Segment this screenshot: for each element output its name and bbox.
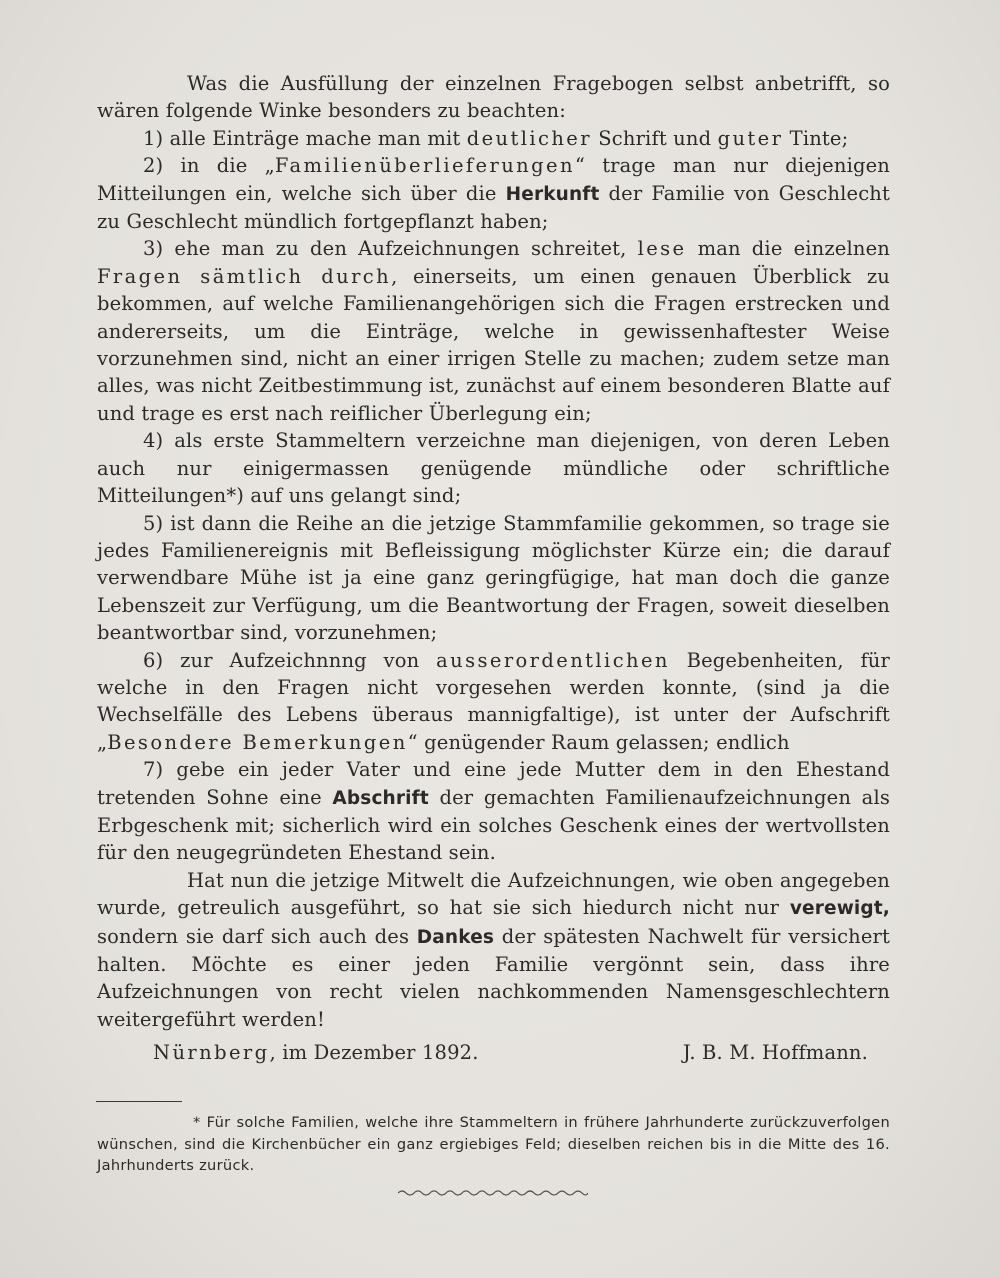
closing-text-end: der spätesten Nachwelt für versichert halten. Möchte es einer jeden Familie vergönnt sein, dass ihre Aufzeichnungen von recht vielen nachkommenden Namensgeschlechtern weitergeführt werden!: [97, 924, 890, 1031]
item-6-emphasis: ausserordentlichen: [436, 648, 670, 672]
item-6-text-middle: Begebenheiten, für welche in den Fragen nicht vorgesehen werden konnte, (sind ja die Wechselfälle des Lebens überaus mannigfaltige), ist unter der Aufschrift „: [97, 648, 890, 754]
list-item-4: 4) als erste Stammeltern verzeichne man diejenigen, von deren Leben auch nur einigermassen genügende mündliche oder schriftliche Mitteilungen*) auf uns gelangt sind;: [97, 429, 890, 508]
closing-bold-2: Dankes: [416, 926, 495, 948]
ornament-squiggle: [398, 1188, 588, 1198]
footnote: * Für solche Familien, welche ihre Stammeltern in frühere Jahrhunderte zurückzuverfolgen wünschen, sind die Kirchenbücher ein ganz ergiebiges Feld; dieselben reichen bis in die Mitte des 16. Jahrhunderts zurück.: [97, 1114, 890, 1174]
place-date: [153, 1039, 479, 1066]
list-item-6: [97, 647, 890, 757]
closing-bold-1: verewigt,: [789, 898, 890, 920]
closing-text-middle: sondern sie darf sich auch des: [97, 924, 417, 948]
date-text: , im Dezember 1892.: [269, 1041, 479, 1065]
item-3-emphasis-2: Fragen sämtlich durch: [97, 264, 392, 288]
intro-paragraph: [97, 70, 890, 125]
item-3-text-middle: man die einzelnen: [686, 237, 890, 261]
item-3-text-end: , einerseits, um einen genauen Überblick zu bekommen, auf welche Familienangehörigen sich die Fragen erstrecken und andererseits, um die Einträge, welche in gewissenhaftester Weise vorzunehmen sind, nicht an einer irrigen Stelle zu machen; zudem setze man alles, was nicht Zeitbestimmung ist, zunächst auf einem besonderen Blatte auf und trage es erst nach reiflicher Überlegung ein;: [97, 264, 890, 425]
item-2-text: 2) in die „: [143, 154, 275, 178]
item-6-text: 6) zur Aufzeichnnng von: [143, 648, 437, 672]
item-7-text-end: der gemachten Familienaufzeichnungen als Erbgeschenk mit; sicherlich wird ein solches Geschenk eines der wertvollsten für den neugegründeten Ehestand sein.: [97, 785, 890, 865]
item-1-text: 1) alle Einträge mache man mit: [143, 126, 467, 150]
body-text: [97, 70, 890, 1067]
item-2-bold: Herkunft: [505, 183, 600, 205]
intro-line-1: Was die Ausfüllung der einzelnen Fragebogen selbst anbetrifft,: [187, 72, 857, 95]
item-6-emphasis-2: Besondere Bemerkungen: [107, 730, 408, 754]
item-3-emphasis: lese: [637, 237, 687, 261]
list-item-3: [97, 235, 890, 427]
item-1-text-middle: Schrift und: [591, 126, 718, 150]
list-item-2: [97, 152, 890, 235]
item-2-emphasis: Familienüberlieferungen: [274, 154, 575, 178]
closing-paragraph: [97, 867, 890, 1033]
list-item-7: [97, 756, 890, 867]
item-7-text: 7) gebe ein jeder Vater und eine jede Mutter dem in den Ehestand tretenden Sohne eine: [97, 758, 890, 809]
item-2-text-end: der Familie von Geschlecht zu Geschlecht mündlich fortgepflanzt haben;: [97, 181, 890, 234]
closing-text: Hat nun die jetzige Mitwelt die Aufzeichnungen, wie oben angegeben wurde, getreulich ausgeführt, so hat sie sich hiedurch nicht nur: [97, 868, 890, 920]
item-1-emphasis: deutlicher: [466, 126, 592, 150]
item-2-text-middle: “ trage man nur diejenigen Mitteilungen ein, welche sich über die: [97, 154, 890, 205]
signature-line: [97, 1039, 890, 1066]
list-item-5: 5) ist dann die Reihe an die jetzige Stammfamilie gekommen, so trage sie jedes Familienereignis mit Befleissigung möglichster Kürze ein; die darauf verwendbare Mühe ist ja eine ganz geringfügige, hat man doch die ganze Lebenszeit zur Verfügung, um die Beantwortung der Fragen, soweit dieselben beantwortbar sind, vorzunehmen;: [97, 511, 890, 645]
item-1-text-end: Tinte;: [783, 126, 849, 150]
footnote-divider: [96, 1101, 182, 1102]
item-3-text: 3) ehe man zu den Aufzeichnungen schreitet,: [143, 237, 638, 261]
list-item-1: [97, 125, 890, 152]
author-name: J. B. M. Hoffmann.: [682, 1041, 868, 1065]
intro-line-2: so wären folgende Winke besonders zu beachten:: [97, 72, 890, 123]
item-7-bold: Abschrift: [332, 787, 429, 809]
item-6-text-end: “ genügender Raum gelassen; endlich: [407, 730, 790, 754]
item-1-emphasis-2: guter: [717, 126, 784, 150]
place-name: Nürnberg: [153, 1041, 270, 1065]
